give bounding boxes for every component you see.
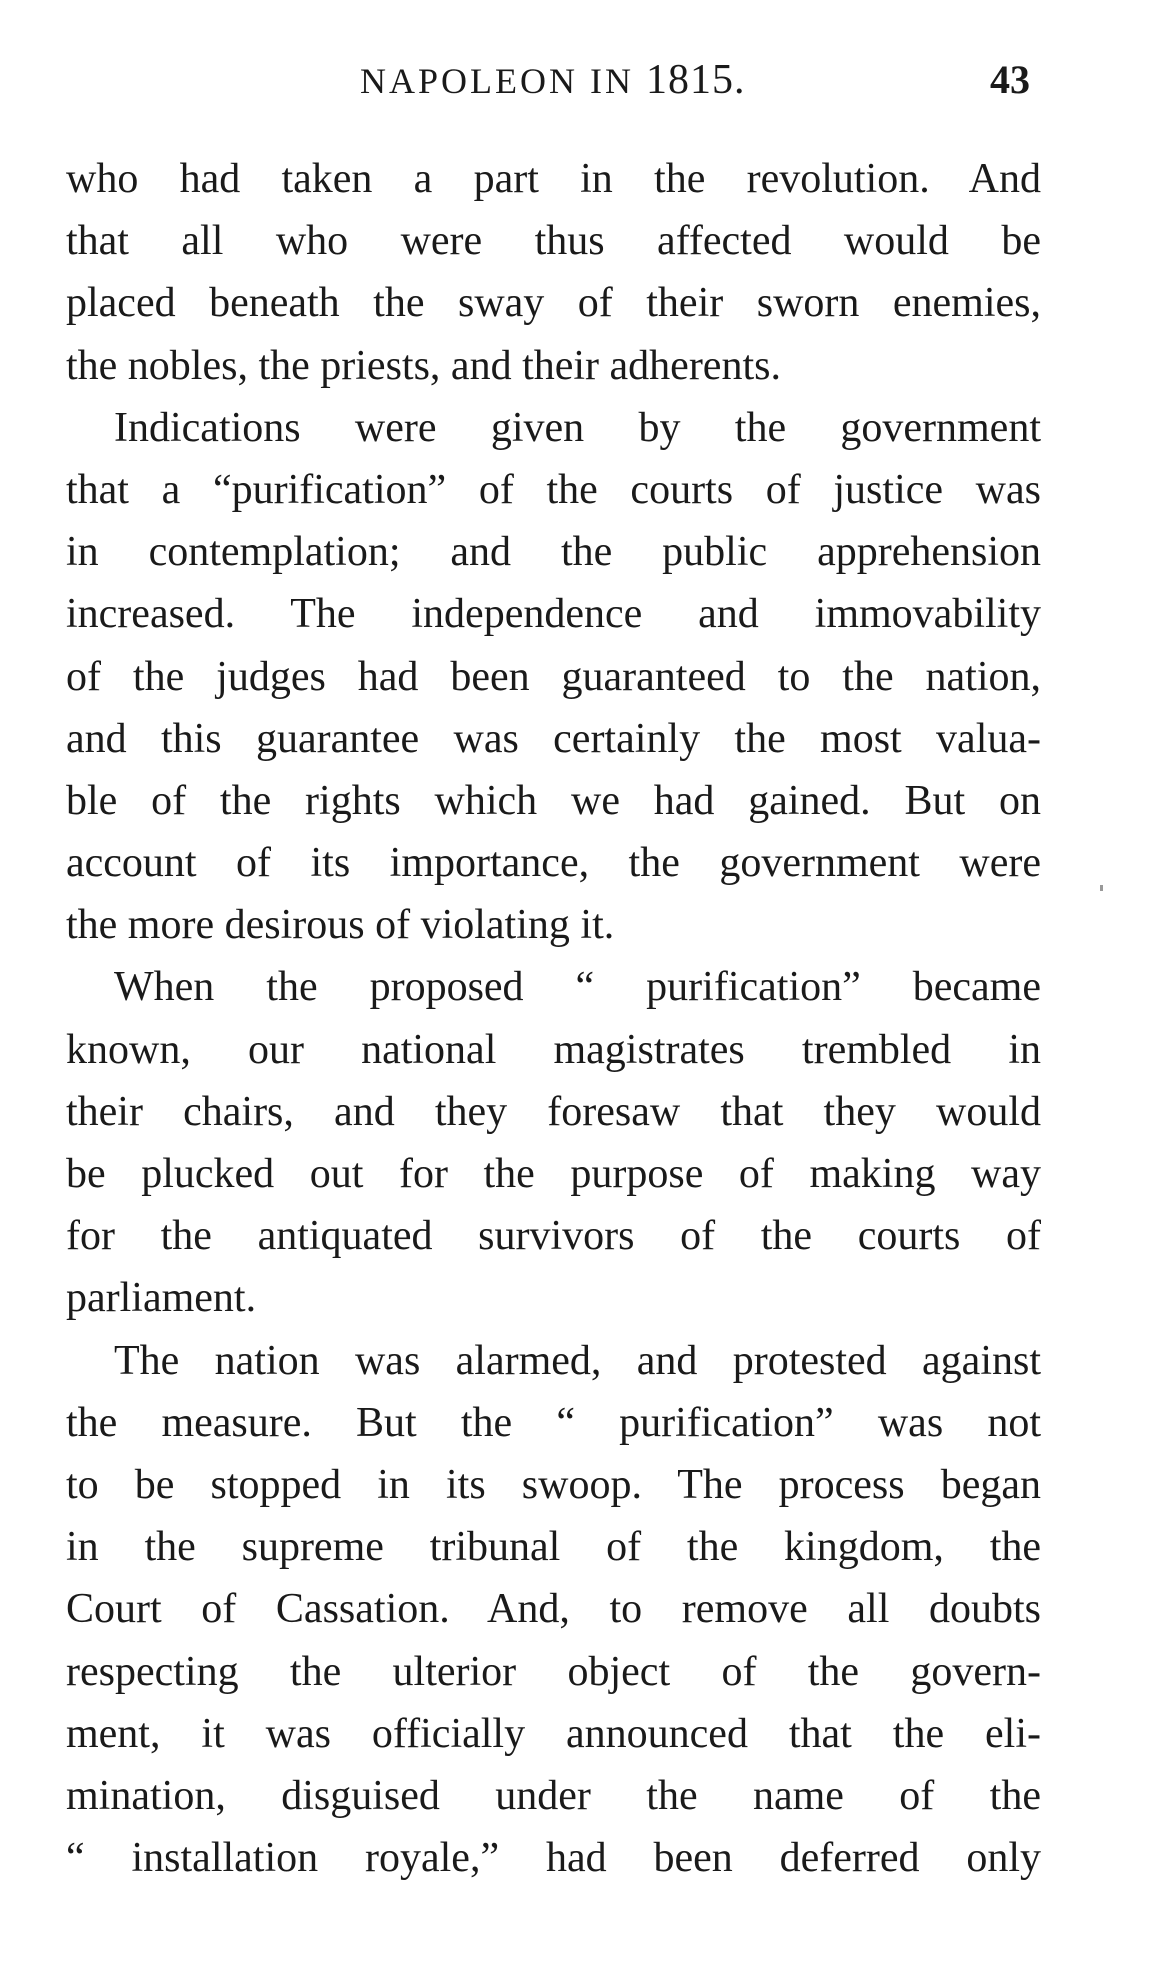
- body-text: [66, 148, 1041, 1889]
- text-line: account of its importance, the government were: [66, 840, 1041, 887]
- running-head: [0, 55, 1155, 105]
- text-line: mination, disguised under the name of the: [66, 1772, 1041, 1819]
- text-line: Court of Cassation. And, to remove all doubts: [66, 1586, 1041, 1633]
- paragraph-start-line: When the proposed “ purification” became: [114, 964, 1041, 1011]
- text-line: “ installation royale,” had been deferred only: [66, 1835, 1041, 1882]
- paragraph-start-line: The nation was alarmed, and protested against: [114, 1337, 1041, 1384]
- text-line: that a “purification” of the courts of justice was: [66, 466, 1041, 513]
- running-title-year: 1815.: [645, 57, 746, 103]
- text-line: and this guarantee was certainly the most valua-: [66, 715, 1041, 762]
- text-line: parliament.: [66, 1275, 257, 1322]
- text-line: respecting the ulterior object of the govern-: [66, 1648, 1041, 1695]
- text-line: the measure. But the “ purification” was not: [66, 1399, 1041, 1446]
- page-number: 43: [990, 57, 1030, 102]
- text-line: ment, it was officially announced that the eli-: [66, 1710, 1041, 1757]
- running-title-text: NAPOLEON IN: [360, 61, 634, 101]
- text-line: be plucked out for the purpose of making way: [66, 1151, 1041, 1197]
- paragraph-start-line: Indications were given by the government: [114, 404, 1041, 451]
- text-line: of the judges had been guaranteed to the nation,: [66, 653, 1041, 700]
- text-line: to be stopped in its swoop. The process began: [66, 1461, 1041, 1508]
- text-line: in contemplation; and the public apprehension: [66, 529, 1041, 576]
- text-line: increased. The independence and immovability: [66, 591, 1041, 638]
- text-line: that all who were thus affected would be: [66, 218, 1041, 265]
- text-line: placed beneath the sway of their sworn enemies,: [66, 280, 1041, 327]
- text-line: known, our national magistrates trembled in: [66, 1026, 1041, 1073]
- text-line: who had taken a part in the revolution. And: [66, 156, 1041, 202]
- text-line: for the antiquated survivors of the courts of: [66, 1213, 1041, 1260]
- text-line: ble of the rights which we had gained. But on: [66, 777, 1041, 824]
- running-title: [360, 55, 745, 106]
- margin-speck: [1100, 885, 1103, 891]
- text-line: the nobles, the priests, and their adherents.: [66, 342, 781, 389]
- text-line: their chairs, and they foresaw that they would: [66, 1088, 1041, 1135]
- text-line: the more desirous of violating it.: [66, 902, 615, 949]
- text-line: in the supreme tribunal of the kingdom, the: [66, 1524, 1041, 1571]
